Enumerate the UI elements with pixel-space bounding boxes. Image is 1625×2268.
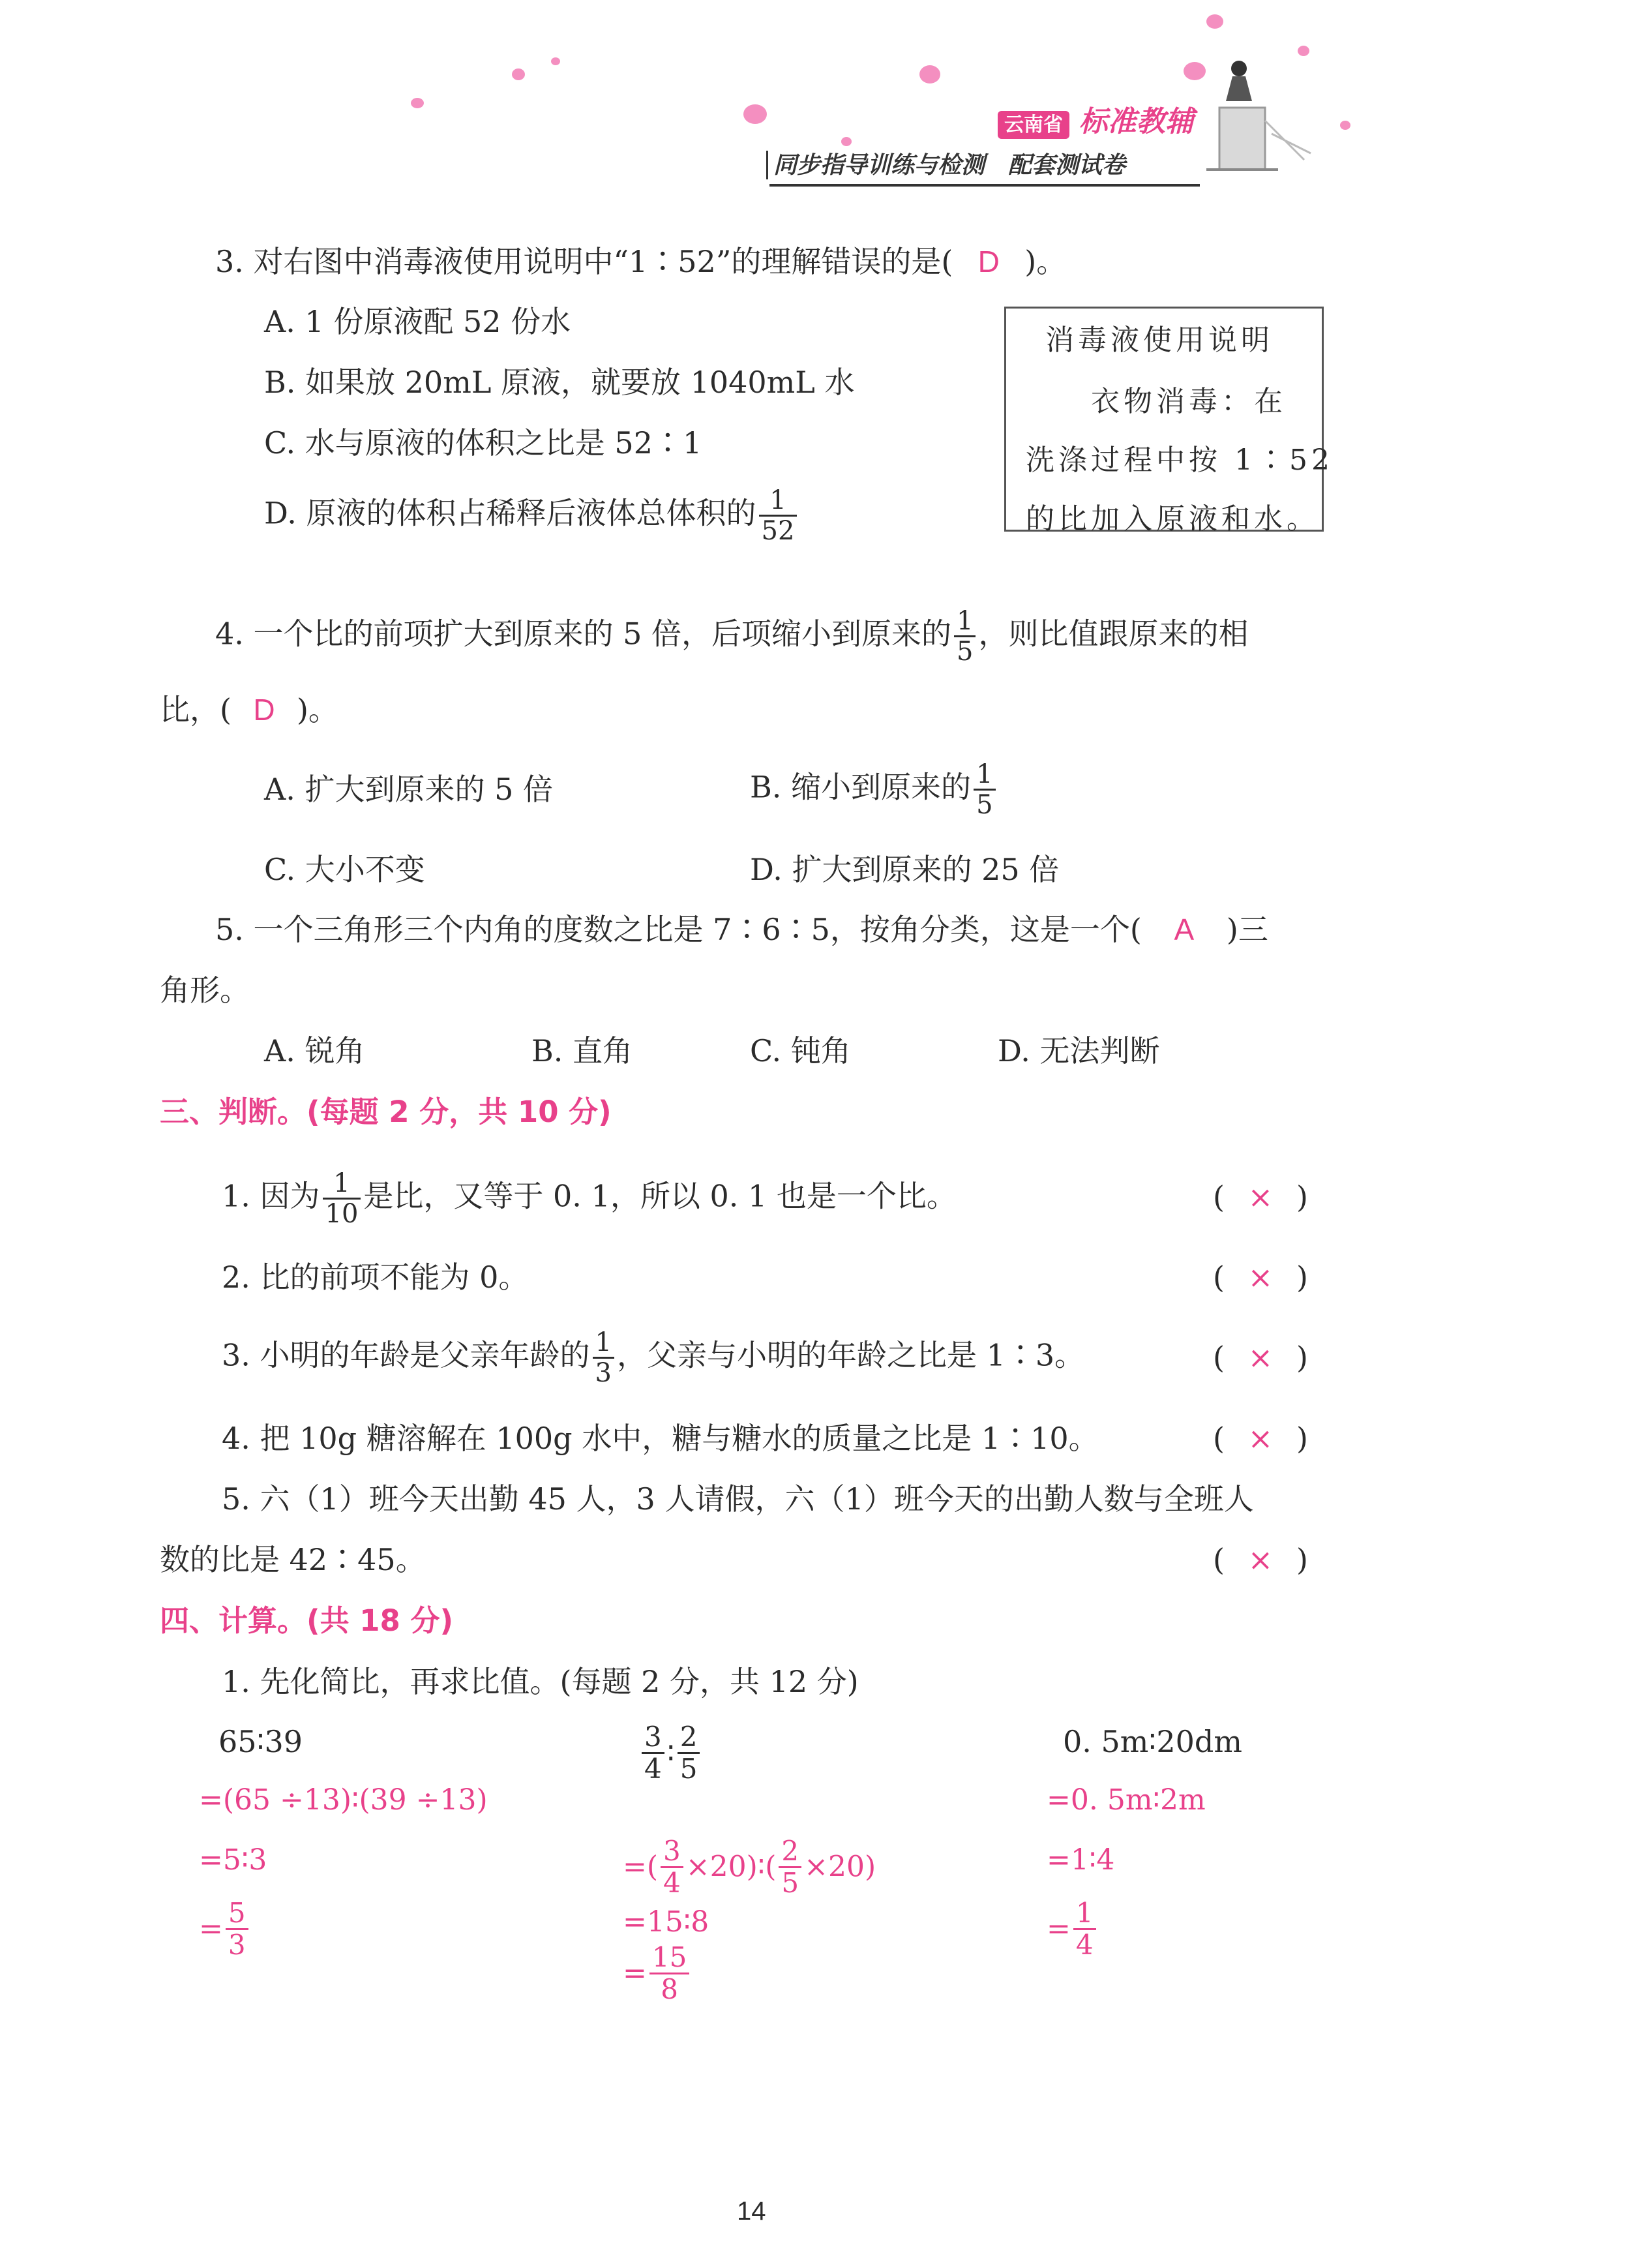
question-3-option-c: C. 水与原液的体积之比是 52∶1 xyxy=(264,425,702,461)
fraction: $\frac{3}{4}$ xyxy=(661,1836,683,1898)
judgment-answer-4: ( × ) xyxy=(1213,1421,1308,1456)
fraction: $\frac{1}{5}$ xyxy=(954,607,976,666)
petal-icon xyxy=(551,57,560,65)
fraction: $\frac{1}{3}$ xyxy=(593,1328,614,1387)
fraction: $\frac{2}{5}$ xyxy=(779,1836,801,1898)
petal-icon xyxy=(919,65,940,83)
calc-1-result: = $\frac{5}{3}$ xyxy=(199,1898,251,1960)
calc-3-problem: 0. 5m∶20dm xyxy=(1063,1724,1242,1759)
judgment-item-5-continued: 数的比是 42∶45。 xyxy=(160,1542,426,1577)
question-3-answer: D xyxy=(977,245,1000,279)
calc-2-step-1: =( $\frac{3}{4}$ ×20)∶( $\frac{2}{5}$ ×20) xyxy=(623,1835,876,1899)
question-3-option-a: A. 1 份原液配 52 份水 xyxy=(264,304,571,339)
question-4-option-a: A. 扩大到原来的 5 倍 xyxy=(264,772,553,807)
disinfectant-instructions-box xyxy=(1004,307,1334,536)
fraction: $\frac{15}{8}$ xyxy=(649,1943,689,2004)
question-4-option-c: C. 大小不变 xyxy=(264,852,425,887)
judgment-answer-2: ( × ) xyxy=(1213,1260,1308,1295)
calc-2-problem: $\frac{3}{4}$ ∶ $\frac{2}{5}$ xyxy=(639,1722,702,1784)
question-4-option-b: B. 缩小到原来的 $\frac{1}{5}$ xyxy=(750,760,998,819)
fraction: $\frac{1}{10}$ xyxy=(323,1169,361,1228)
section-4-title: 四、计算。(共 18 分) xyxy=(160,1603,454,1638)
fraction: $\frac{1}{52}$ xyxy=(759,486,798,545)
question-4-answer: D xyxy=(253,693,275,727)
calc-1-step-1: =(65 ÷13)∶(39 ÷13) xyxy=(199,1783,488,1817)
petal-icon xyxy=(743,104,767,124)
box-line: 衣物消毒：在 xyxy=(1091,385,1287,418)
question-5-stem-continued: 角形。 xyxy=(160,973,250,1008)
header-subtitle: 同步指导训练与检测 配套测试卷 xyxy=(766,147,1126,179)
petal-icon xyxy=(512,68,525,80)
question-5-stem: 5. 一个三角形三个内角的度数之比是 7∶6∶5，按角分类，这是一个( A )三 xyxy=(215,912,1268,947)
judgment-answer-5: ( × ) xyxy=(1213,1542,1308,1577)
question-3-option-d: D. 原液的体积占稀释后液体总体积的 $\frac{1}{52}$ xyxy=(264,486,799,545)
box-line: 的比加入原液和水。 xyxy=(1026,502,1319,536)
question-5-option-a: A. 锐角 xyxy=(264,1033,365,1068)
petal-icon xyxy=(1206,14,1223,29)
judgment-item-3: 3. 小明的年龄是父亲年龄的 $\frac{1}{3}$ ，父亲与小明的年龄之比是 1∶3。 xyxy=(222,1327,1085,1388)
brand-logo xyxy=(998,106,1194,136)
section-3-title: 三、判断。(每题 2 分，共 10 分) xyxy=(160,1095,612,1129)
calc-2-step-2: =15∶8 xyxy=(623,1905,709,1939)
judgment-item-4: 4. 把 10g 糖溶解在 100g 水中，糖与糖水的质量之比是 1∶10。 xyxy=(222,1421,1099,1456)
question-5-option-b: B. 直角 xyxy=(531,1033,633,1068)
question-5-answer: A xyxy=(1174,913,1195,946)
header-rule xyxy=(769,184,1200,187)
question-5-option-c: C. 钝角 xyxy=(750,1033,851,1068)
judgment-answer-3: ( × ) xyxy=(1213,1340,1308,1375)
section-4-subtitle: 1. 先化简比，再求比值。(每题 2 分，共 12 分) xyxy=(222,1664,859,1699)
question-3-stem: 3. 对右图中消毒液使用说明中“1∶52”的理解错误的是( D )。 xyxy=(215,244,1067,279)
judgment-item-2: 2. 比的前项不能为 0。 xyxy=(222,1260,529,1295)
question-4-stem: 4. 一个比的前项扩大到原来的 5 倍，后项缩小到原来的 $\frac{1}{5}$ ，则比值跟原来的相 xyxy=(215,606,1249,667)
calc-1-step-2: =5∶3 xyxy=(199,1843,267,1877)
box-title: 消毒液使用说明 xyxy=(1045,324,1274,357)
fraction: $\frac{3}{4}$ xyxy=(642,1722,664,1784)
question-3-option-b: B. 如果放 20mL 原液，就要放 1040mL 水 xyxy=(264,365,855,400)
box-line: 洗涤过程中按 1∶52 xyxy=(1026,444,1334,477)
question-4-stem-continued: 比，( D )。 xyxy=(160,692,338,727)
calc-2-result: = $\frac{15}{8}$ xyxy=(623,1943,692,2004)
calc-3-result: = $\frac{1}{4}$ xyxy=(1047,1898,1099,1960)
judgment-item-5: 5. 六（1）班今天出勤 45 人，3 人请假，六（1）班今天的出勤人数与全班人 xyxy=(222,1481,1254,1517)
fraction: $\frac{1}{5}$ xyxy=(974,760,995,819)
brand-badge: 云南省 xyxy=(998,111,1069,139)
fraction: $\frac{5}{3}$ xyxy=(226,1898,248,1960)
judgment-answer-1: ( × ) xyxy=(1213,1179,1308,1215)
question-5-option-d: D. 无法判断 xyxy=(998,1033,1160,1068)
calc-1-problem: 65∶39 xyxy=(218,1724,303,1759)
petal-icon xyxy=(1340,121,1350,130)
judgment-item-1: 1. 因为 $\frac{1}{10}$ 是比，又等于 0. 1，所以 0. 1 也是一个比。 xyxy=(222,1168,957,1229)
fraction: $\frac{1}{4}$ xyxy=(1073,1898,1096,1960)
question-4-option-d: D. 扩大到原来的 25 倍 xyxy=(750,852,1060,887)
petal-icon xyxy=(411,98,424,108)
petal-icon xyxy=(1298,46,1309,56)
calc-3-step-1: =0. 5m∶2m xyxy=(1047,1783,1206,1817)
reading-girl-icon xyxy=(1200,55,1317,179)
page-number: 14 xyxy=(737,2197,766,2226)
calc-3-step-2: =1∶4 xyxy=(1047,1843,1115,1877)
fraction: $\frac{2}{5}$ xyxy=(678,1722,700,1784)
brand-title: 标准教辅 xyxy=(1079,105,1194,138)
petal-icon xyxy=(841,137,852,146)
